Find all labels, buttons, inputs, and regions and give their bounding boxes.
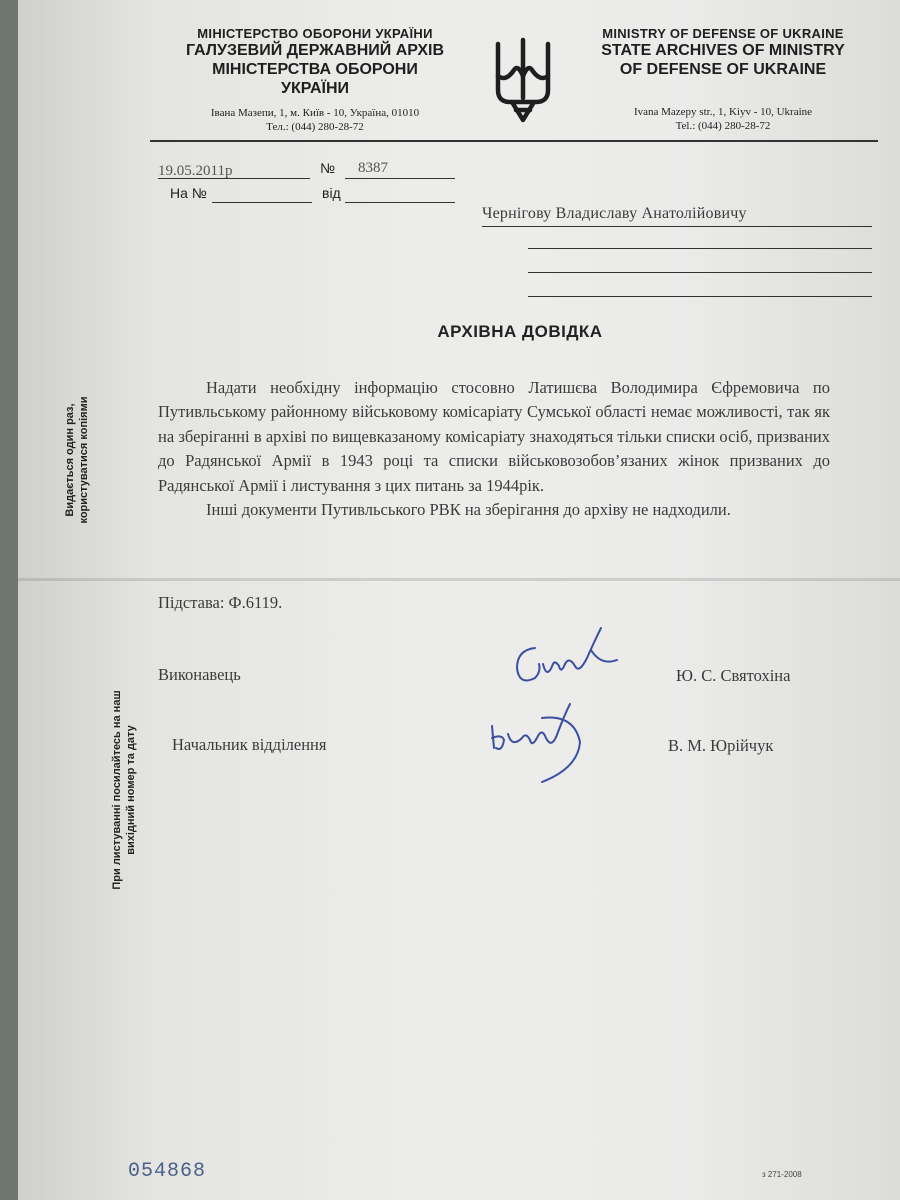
- head-name: В. М. Юрійчук: [668, 736, 774, 755]
- serial-number: 054868: [128, 1160, 207, 1183]
- basis-line: Підстава: Ф.6119.: [158, 593, 283, 612]
- date-value: 19.05.2011р: [158, 163, 233, 179]
- header-english: [568, 26, 878, 133]
- recipient-line-3: [528, 272, 872, 273]
- header-en-phone: Tel.: (044) 280-28-72: [675, 120, 771, 132]
- body-paragraph-1: Надати необхідну інформацію стосовно Латишєва Володимира Єфремовича по Путивльському районному військовому комісаріату Сумської області немає можливості, так як на зберіганні в архіві по вищевказаному комісаріату знаходяться тільки списки осіб, призваних до Радянської Армії в 1943 році та списки військовозобов’язаних жінок призваних до Радянської Армії і листування з цих питань за 1944рік.: [158, 378, 830, 495]
- recipient-line-2: [528, 248, 872, 249]
- side-note-top-line2: користуватися копіями: [78, 396, 90, 524]
- number-label: №: [320, 160, 336, 176]
- print-code: з 271-2008: [762, 1170, 802, 1179]
- from-underline: [345, 202, 455, 203]
- header-ua-ministry: МІНІСТЕРСТВО ОБОРОНИ УКРАЇНИ: [197, 26, 433, 41]
- head-signature-icon: [482, 698, 597, 788]
- header-en-archives: STATE ARCHIVES OF MINISTRY: [601, 42, 845, 59]
- header-ua-ministry-of: МІНІСТЕРСТВА ОБОРОНИ: [212, 61, 418, 78]
- side-note-copies: [63, 310, 91, 610]
- header-ua-phone: Тел.: (044) 280-28-72: [266, 121, 364, 133]
- side-note-bottom-line1: При листуванні посилайтесь на наш: [111, 690, 123, 890]
- number-underline: [345, 178, 455, 179]
- header-ua-archive: ГАЛУЗЕВИЙ ДЕРЖАВНИЙ АРХІВ: [185, 42, 445, 59]
- executor-name: Ю. С. Святохіна: [676, 666, 791, 685]
- header-ukrainian: [150, 26, 480, 134]
- trident-emblem-icon: [492, 36, 554, 124]
- side-note-top-line1: Видається один раз,: [64, 403, 76, 517]
- recipient-line-4: [528, 296, 872, 297]
- header-en-address: Ivana Mazepy str., 1, Kiyv - 10, Ukraine: [633, 106, 813, 118]
- body-paragraph-2: Інші документи Путивльського РВК на зберігання до архіву не надходили.: [206, 500, 731, 520]
- executor-label: Виконавець: [158, 665, 241, 684]
- header-en-ministry-of: OF DEFENSE OF UKRAINE: [619, 61, 827, 78]
- document-sheet: [18, 0, 900, 1200]
- header-ua-ukraine: УКРАЇНИ: [280, 80, 349, 97]
- recipient-name: Чернігову Владиславу Анатолійовичу: [482, 205, 747, 222]
- reply-label: На №: [170, 185, 207, 201]
- date-underline: [158, 178, 310, 179]
- executor-signature-icon: [505, 620, 625, 695]
- document-body: [158, 376, 830, 522]
- from-label: від: [322, 185, 341, 201]
- number-value: 8387: [358, 160, 388, 176]
- header-en-ministry: MINISTRY OF DEFENSE OF UKRAINE: [602, 26, 844, 41]
- side-note-bottom-line2: вихідний номер та дату: [125, 725, 137, 855]
- reply-underline: [212, 202, 312, 203]
- head-label: Начальник відділення: [172, 735, 327, 754]
- header-ua-address: Івана Мазепи, 1, м. Київ - 10, Україна, 01010: [210, 107, 420, 119]
- header-divider: [150, 140, 878, 142]
- recipient-line-1: [482, 226, 872, 227]
- side-note-reference: [110, 650, 138, 930]
- fold-line: [18, 578, 900, 581]
- document-title: АРХІВНА ДОВІДКА: [437, 322, 603, 341]
